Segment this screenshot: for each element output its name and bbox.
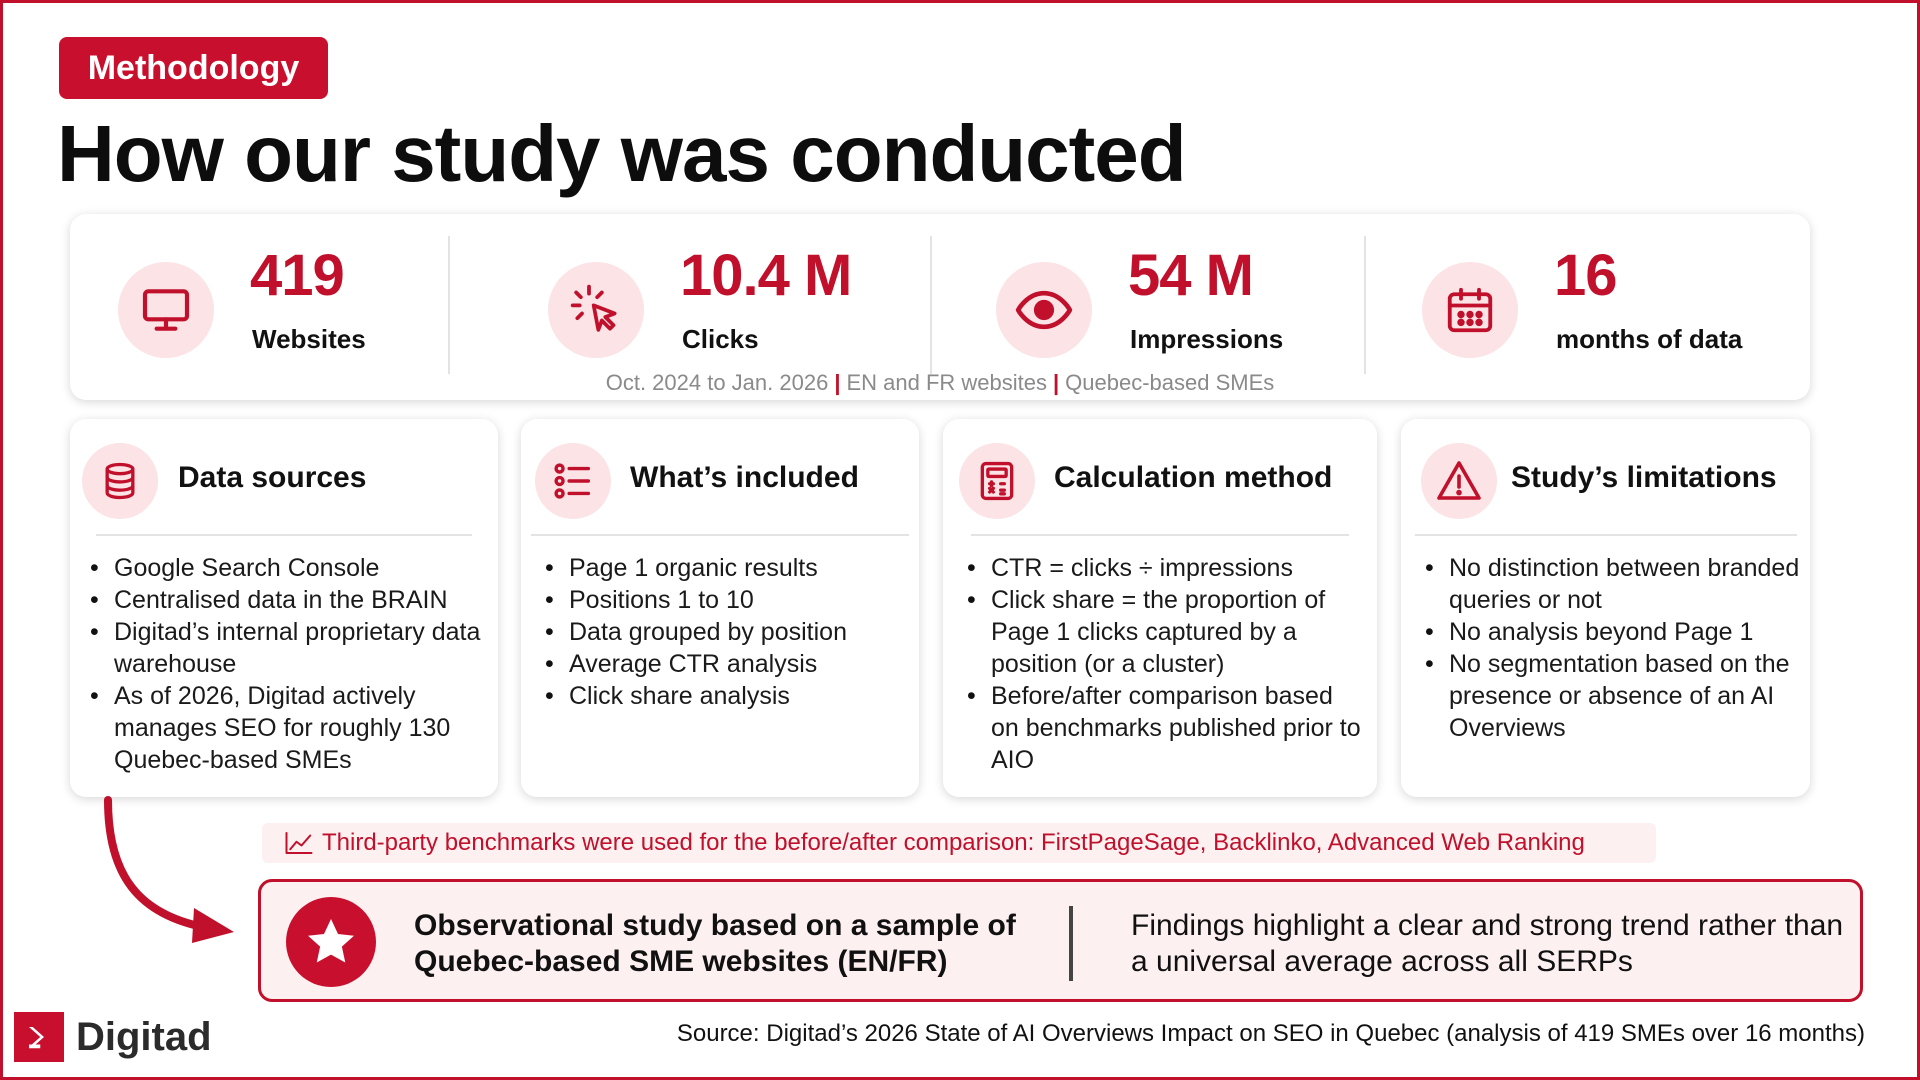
calculator-icon xyxy=(959,443,1035,519)
stats-footer xyxy=(70,370,1810,396)
list-item: • Click share = the proportion of Page 1 clicks captured by a position (or a cluster) xyxy=(967,584,1367,680)
eye-icon xyxy=(996,262,1092,358)
card-list xyxy=(1425,552,1805,744)
warning-icon xyxy=(1421,443,1497,519)
digitad-logo xyxy=(14,1012,212,1062)
card-calculation-method xyxy=(943,419,1377,797)
list-item: • No distinction between branded queries or not xyxy=(1425,552,1805,616)
card-divider xyxy=(1415,534,1797,536)
calendar-icon xyxy=(1422,262,1518,358)
callout-divider xyxy=(1069,906,1073,981)
card-divider xyxy=(96,534,472,536)
list-item: • Page 1 organic results xyxy=(545,552,915,584)
card-divider xyxy=(971,534,1349,536)
stat-value: 10.4 M xyxy=(680,243,852,308)
separator: | xyxy=(1053,370,1060,395)
list-item: • Centralised data in the BRAIN xyxy=(90,584,490,616)
stats-scope: Quebec-based SMEs xyxy=(1065,370,1275,395)
logo-text: Digitad xyxy=(76,1014,212,1059)
card-title: Data sources xyxy=(178,461,367,494)
list-item: • Google Search Console xyxy=(90,552,490,584)
cursor-click-icon xyxy=(548,262,644,358)
stat-divider xyxy=(930,236,932,374)
stats-period: Oct. 2024 to Jan. 2026 xyxy=(605,370,829,395)
methodology-badge: Methodology xyxy=(59,37,328,99)
list-item: • Positions 1 to 10 xyxy=(545,584,915,616)
benchmark-note xyxy=(262,823,1656,863)
stat-label: Websites xyxy=(252,324,366,354)
card-divider xyxy=(531,534,909,536)
stats-card xyxy=(70,214,1810,400)
stat-label: Clicks xyxy=(682,324,759,354)
database-icon xyxy=(82,443,158,519)
list-item: • Average CTR analysis xyxy=(545,648,915,680)
list-item: • Digitad’s internal proprietary data warehouse xyxy=(90,616,490,680)
list-item: • No segmentation based on the presence or absence of an AI Overviews xyxy=(1425,648,1805,744)
stat-divider xyxy=(448,236,450,374)
card-data-sources xyxy=(70,419,498,797)
list-item: • Data grouped by position xyxy=(545,616,915,648)
page-title: How our study was conducted xyxy=(57,109,1186,198)
stats-languages: EN and FR websites xyxy=(846,370,1048,395)
card-list xyxy=(90,552,490,776)
stat-divider xyxy=(1364,236,1366,374)
trend-chart-icon xyxy=(284,830,314,856)
list-item: • As of 2026, Digitad actively manages SEO for roughly 130 Quebec-based SMEs xyxy=(90,680,490,776)
card-title: What’s included xyxy=(630,461,859,494)
card-whats-included xyxy=(521,419,919,797)
stat-value: 16 xyxy=(1554,243,1617,308)
star-icon xyxy=(286,897,376,987)
list-item: • Before/after comparison based on benchmarks published prior to AIO xyxy=(967,680,1367,776)
card-list xyxy=(545,552,915,712)
card-list xyxy=(967,552,1367,776)
list-icon xyxy=(535,443,611,519)
logo-mark-icon xyxy=(14,1012,64,1062)
card-limitations xyxy=(1401,419,1810,797)
stat-value: 419 xyxy=(250,243,344,308)
monitor-icon xyxy=(118,262,214,358)
study-callout xyxy=(258,879,1863,1002)
source-citation: Source: Digitad’s 2026 State of AI Overviews Impact on SEO in Quebec (analysis of 419 SMEs over 16 months) xyxy=(676,1020,1865,1047)
stat-label: months of data xyxy=(1556,324,1743,354)
callout-left-text: Observational study based on a sample of Quebec-based SME websites (EN/FR) xyxy=(414,909,1016,978)
card-title: Study’s limitations xyxy=(1511,461,1777,494)
curved-arrow-icon xyxy=(98,795,248,945)
stat-label: Impressions xyxy=(1130,324,1284,354)
list-item: • Click share analysis xyxy=(545,680,915,712)
stat-value: 54 M xyxy=(1128,243,1253,308)
separator: | xyxy=(834,370,841,395)
list-item: • No analysis beyond Page 1 xyxy=(1425,616,1805,648)
benchmark-note-text: Third-party benchmarks were used for the before/after comparison: FirstPageSage, Backlinko, Advanced Web Ranking xyxy=(322,829,1585,856)
list-item: • CTR = clicks ÷ impressions xyxy=(967,552,1367,584)
card-title: Calculation method xyxy=(1054,461,1333,494)
callout-right-text: Findings highlight a clear and strong trend rather than a universal average across all SERPs xyxy=(1131,909,1844,978)
